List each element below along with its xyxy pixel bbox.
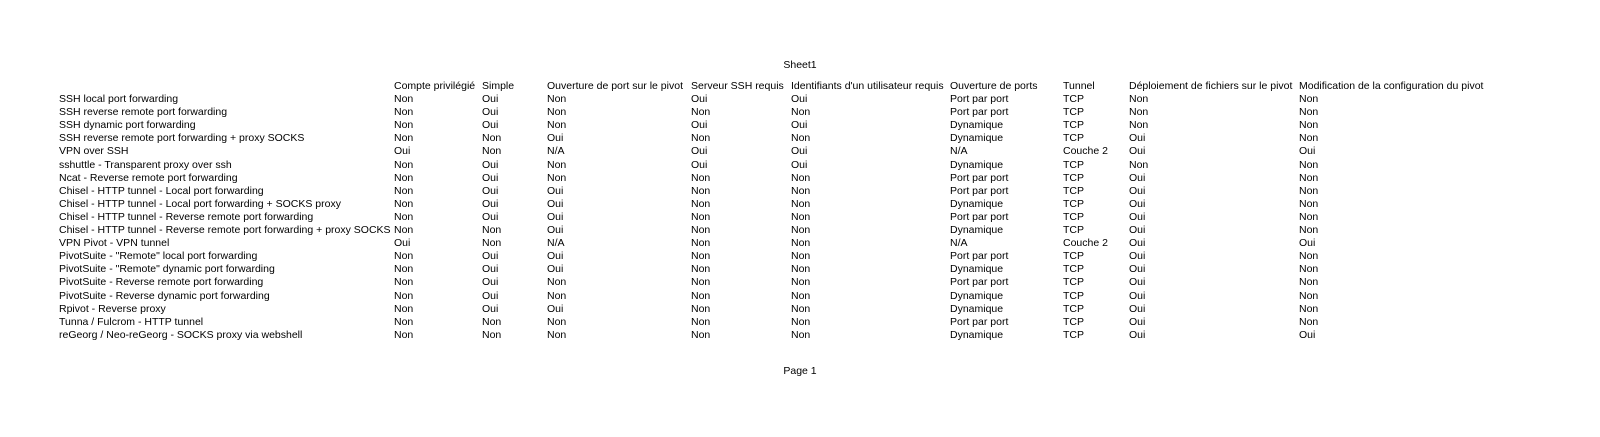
table-row [59, 250, 1489, 263]
table-cell: Non [691, 237, 711, 250]
table-cell: N/A [950, 237, 968, 250]
table-cell: TCP [1063, 93, 1084, 106]
table-cell: Non [547, 106, 567, 119]
table-cell: Oui [482, 171, 499, 184]
table-cell: Non [394, 224, 414, 237]
sheet-title: Sheet1 [783, 59, 817, 71]
table-cell: Dynamique [950, 289, 1004, 302]
table-cell: Non [394, 158, 414, 171]
table-cell: Non [1299, 184, 1319, 197]
table-cell: Port par port [950, 171, 1009, 184]
table-cell: TCP [1063, 263, 1084, 276]
table-cell: Port par port [950, 106, 1009, 119]
table-cell: Port par port [950, 210, 1009, 223]
technique-name-cell: Chisel - HTTP tunnel - Reverse remote port forwarding + proxy SOCKS [59, 224, 391, 237]
table-cell: Non [691, 302, 711, 315]
table-cell: Non [394, 106, 414, 119]
table-cell: Non [547, 119, 567, 132]
table-cell: Non [394, 263, 414, 276]
technique-name-cell: PivotSuite - Reverse dynamic port forwarding [59, 289, 270, 302]
table-cell: Oui [482, 289, 499, 302]
table-cell: Oui [1129, 184, 1146, 197]
table-cell: Non [791, 237, 811, 250]
table-cell: Couche 2 [1063, 237, 1108, 250]
table-row [59, 159, 1489, 172]
table-cell: Oui [482, 263, 499, 276]
table-cell: Non [1299, 93, 1319, 106]
table-cell: TCP [1063, 289, 1084, 302]
table-cell: N/A [547, 237, 565, 250]
table-cell: Oui [482, 93, 499, 106]
table-row [59, 172, 1489, 185]
table-cell: Non [691, 315, 711, 328]
technique-name-cell: SSH local port forwarding [59, 93, 179, 106]
table-cell: Non [1299, 250, 1319, 263]
table-cell: N/A [950, 145, 968, 158]
table-cell: Non [547, 289, 567, 302]
table-cell: TCP [1063, 197, 1084, 210]
table-cell: Non [394, 328, 414, 341]
table-cell: Non [547, 171, 567, 184]
table-cell: Oui [1299, 237, 1316, 250]
table-cell: TCP [1063, 106, 1084, 119]
table-cell: Oui [791, 145, 808, 158]
table-cell: Oui [482, 250, 499, 263]
table-cell: Oui [691, 93, 708, 106]
table-cell: Non [691, 132, 711, 145]
table-cell: TCP [1063, 210, 1084, 223]
table-cell: Dynamique [950, 263, 1004, 276]
table-cell: Oui [1129, 315, 1146, 328]
table-cell: Dynamique [950, 158, 1004, 171]
table-row [59, 303, 1489, 316]
technique-name-cell: Chisel - HTTP tunnel - Reverse remote port forwarding [59, 210, 314, 223]
pivot-comparison-table [59, 80, 1489, 342]
table-cell: Port par port [950, 184, 1009, 197]
page-number: Page 1 [783, 365, 817, 377]
table-cell: TCP [1063, 224, 1084, 237]
table-cell: Dynamique [950, 132, 1004, 145]
table-cell: TCP [1063, 184, 1084, 197]
table-cell: Oui [1129, 224, 1146, 237]
table-cell: Oui [482, 276, 499, 289]
table-cell: Oui [1129, 276, 1146, 289]
table-cell: Non [691, 328, 711, 341]
table-cell: Oui [691, 119, 708, 132]
table-cell: Non [791, 276, 811, 289]
table-cell: Non [691, 210, 711, 223]
table-cell: Oui [1129, 210, 1146, 223]
table-row [59, 316, 1489, 329]
table-cell: Oui [482, 158, 499, 171]
table-row [59, 145, 1489, 158]
table-row [59, 329, 1489, 342]
table-cell: Non [547, 315, 567, 328]
table-cell: Non [791, 184, 811, 197]
table-cell: Non [1129, 106, 1149, 119]
table-cell: Non [691, 263, 711, 276]
table-cell: Non [791, 197, 811, 210]
table-row [59, 93, 1489, 106]
table-cell: Oui [1129, 302, 1146, 315]
table-cell: Non [394, 289, 414, 302]
table-cell: Non [1299, 276, 1319, 289]
table-cell: Oui [1129, 328, 1146, 341]
table-row [59, 132, 1489, 145]
table-cell: Oui [547, 197, 564, 210]
table-cell: Port par port [950, 276, 1009, 289]
table-cell: Oui [791, 158, 808, 171]
table-cell: Non [791, 171, 811, 184]
table-cell: Oui [691, 145, 708, 158]
table-cell: Non [482, 328, 502, 341]
table-cell: Oui [1129, 289, 1146, 302]
table-cell: Non [394, 315, 414, 328]
table-row [59, 290, 1489, 303]
table-cell: Non [482, 224, 502, 237]
table-cell: Non [691, 289, 711, 302]
table-cell: TCP [1063, 315, 1084, 328]
table-cell: TCP [1063, 171, 1084, 184]
technique-name-cell: sshuttle - Transparent proxy over ssh [59, 158, 232, 171]
technique-name-cell: Rpivot - Reverse proxy [59, 302, 166, 315]
technique-name-cell: reGeorg / Neo-reGeorg - SOCKS proxy via webshell [59, 328, 303, 341]
table-row [59, 263, 1489, 276]
table-cell: TCP [1063, 328, 1084, 341]
table-row [59, 198, 1489, 211]
header-row [59, 80, 1489, 93]
table-cell: Non [1129, 93, 1149, 106]
column-header: Compte privilégié [394, 80, 476, 92]
table-cell: Dynamique [950, 224, 1004, 237]
table-cell: Oui [791, 119, 808, 132]
table-cell: Oui [691, 158, 708, 171]
table-cell: Non [394, 276, 414, 289]
column-header: Tunnel [1063, 80, 1095, 92]
column-header-technique [59, 80, 394, 93]
table-cell: Non [1299, 263, 1319, 276]
table-cell: Non [482, 132, 502, 145]
table-cell: Non [547, 158, 567, 171]
table-cell: Non [691, 184, 711, 197]
column-header: Identifiants d'un utilisateur requis [791, 80, 944, 92]
table-cell: Non [1299, 302, 1319, 315]
table-cell: Oui [547, 250, 564, 263]
table-cell: Non [394, 171, 414, 184]
technique-name-cell: Chisel - HTTP tunnel - Local port forwarding + SOCKS proxy [59, 197, 341, 210]
table-cell: Non [791, 210, 811, 223]
technique-name-cell: VPN over SSH [59, 145, 129, 158]
technique-name-cell: SSH dynamic port forwarding [59, 119, 196, 132]
table-cell: Oui [482, 197, 499, 210]
table-cell: Non [1299, 210, 1319, 223]
table-cell: Non [1129, 158, 1149, 171]
column-header: Modification de la configuration du pivot [1299, 80, 1484, 92]
table-cell: Non [482, 315, 502, 328]
technique-name-cell: PivotSuite - "Remote" dynamic port forwarding [59, 263, 275, 276]
table-cell: N/A [547, 145, 565, 158]
column-header: Déploiement de fichiers sur le pivot [1129, 80, 1293, 92]
table-cell: Non [691, 224, 711, 237]
table-cell: Non [394, 302, 414, 315]
column-header: Simple [482, 80, 515, 92]
table-cell: Non [691, 197, 711, 210]
table-cell: Oui [1299, 328, 1316, 341]
column-header: Serveur SSH requis [691, 80, 784, 92]
table-row [59, 106, 1489, 119]
technique-name-cell: Chisel - HTTP tunnel - Local port forwarding [59, 184, 264, 197]
table-cell: Non [1299, 224, 1319, 237]
table-cell: Non [791, 289, 811, 302]
table-cell: Oui [482, 106, 499, 119]
technique-name-cell: PivotSuite - Reverse remote port forwarding [59, 276, 264, 289]
table-cell: Non [394, 119, 414, 132]
table-cell: Non [791, 263, 811, 276]
table-cell: Non [547, 93, 567, 106]
table-cell: Non [791, 106, 811, 119]
table-cell: Port par port [950, 93, 1009, 106]
table-cell: Dynamique [950, 328, 1004, 341]
table-cell: Non [791, 250, 811, 263]
table-cell: Non [691, 106, 711, 119]
table-cell: Non [1299, 132, 1319, 145]
table-cell: Non [547, 328, 567, 341]
table-cell: Non [547, 276, 567, 289]
table-row [59, 237, 1489, 250]
table-cell: Non [482, 145, 502, 158]
table-cell: Oui [394, 145, 411, 158]
table-cell: Oui [482, 210, 499, 223]
table-cell: Dynamique [950, 119, 1004, 132]
table-cell: Non [394, 250, 414, 263]
table-body [59, 93, 1489, 342]
table-cell: Non [791, 328, 811, 341]
column-header: Ouverture de ports [950, 80, 1038, 92]
table-cell: Dynamique [950, 302, 1004, 315]
table-cell: Non [691, 171, 711, 184]
table-cell: Non [1299, 289, 1319, 302]
table-cell: Dynamique [950, 197, 1004, 210]
table-cell: Oui [394, 237, 411, 250]
table-cell: Non [1299, 106, 1319, 119]
table-cell: TCP [1063, 132, 1084, 145]
table-cell: Oui [482, 119, 499, 132]
table-cell: Couche 2 [1063, 145, 1108, 158]
table-cell: Non [1299, 158, 1319, 171]
table-cell: Port par port [950, 315, 1009, 328]
table-cell: Oui [547, 210, 564, 223]
table-cell: Oui [1129, 145, 1146, 158]
table-row [59, 119, 1489, 132]
table-cell: Non [791, 302, 811, 315]
table-cell: Non [791, 132, 811, 145]
table-cell: Non [394, 184, 414, 197]
table-cell: Oui [482, 184, 499, 197]
table-cell: TCP [1063, 250, 1084, 263]
table-cell: Oui [1129, 250, 1146, 263]
table-cell: Non [394, 93, 414, 106]
technique-name-cell: SSH reverse remote port forwarding + proxy SOCKS [59, 132, 305, 145]
table-cell: Non [1299, 171, 1319, 184]
table-cell: Oui [1129, 197, 1146, 210]
table-cell: TCP [1063, 158, 1084, 171]
table-row [59, 276, 1489, 289]
table-cell: Non [691, 250, 711, 263]
table-cell: Oui [1129, 237, 1146, 250]
table-cell: Non [394, 210, 414, 223]
technique-name-cell: SSH reverse remote port forwarding [59, 106, 228, 119]
table-cell: Non [1129, 119, 1149, 132]
table-cell: Non [1299, 197, 1319, 210]
table-cell: Non [791, 224, 811, 237]
table-cell: Oui [547, 302, 564, 315]
table-cell: Oui [1129, 263, 1146, 276]
table-cell: Non [1299, 119, 1319, 132]
table-cell: TCP [1063, 302, 1084, 315]
table-cell: Oui [482, 302, 499, 315]
table-cell: Oui [547, 132, 564, 145]
table-cell: Oui [791, 93, 808, 106]
table-cell: Non [691, 276, 711, 289]
table-row [59, 224, 1489, 237]
column-header: Ouverture de port sur le pivot [547, 80, 683, 92]
table-cell: Oui [1299, 145, 1316, 158]
table-cell: Oui [547, 224, 564, 237]
technique-name-cell: Tunna / Fulcrom - HTTP tunnel [59, 315, 204, 328]
technique-name-cell: PivotSuite - "Remote" local port forwarding [59, 250, 258, 263]
table-cell: Non [394, 197, 414, 210]
table-cell: Oui [547, 184, 564, 197]
technique-name-cell: VPN Pivot - VPN tunnel [59, 237, 170, 250]
table-cell: Oui [547, 263, 564, 276]
table-row [59, 185, 1489, 198]
technique-name-cell: Ncat - Reverse remote port forwarding [59, 171, 238, 184]
table-cell: TCP [1063, 119, 1084, 132]
table-cell: Non [394, 132, 414, 145]
table-cell: Oui [1129, 171, 1146, 184]
table-cell: Non [482, 237, 502, 250]
table-cell: Non [791, 315, 811, 328]
table-cell: Port par port [950, 250, 1009, 263]
table-cell: TCP [1063, 276, 1084, 289]
table-cell: Oui [1129, 132, 1146, 145]
table-row [59, 211, 1489, 224]
table-cell: Non [1299, 315, 1319, 328]
